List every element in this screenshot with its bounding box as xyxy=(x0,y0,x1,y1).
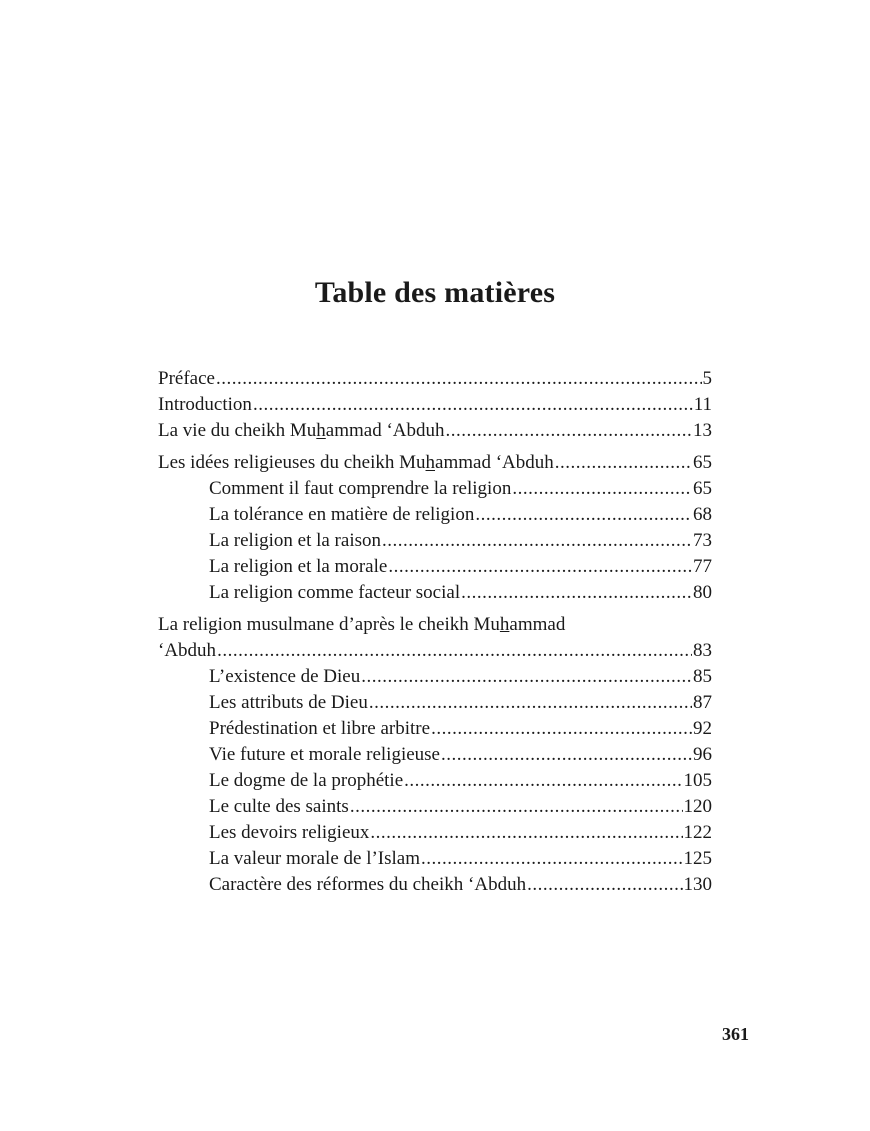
toc-entry-comprendre-religion[interactable] xyxy=(158,476,712,502)
toc-entry-idees-religieuses[interactable] xyxy=(158,450,712,476)
toc-entry-page: 11 xyxy=(693,394,712,415)
dot-leader xyxy=(421,846,682,872)
toc-entry-label: ‘Abduh xyxy=(158,640,217,661)
toc-entry-vie-du-cheikh[interactable] xyxy=(158,418,712,444)
toc-entry-label: Introduction xyxy=(158,394,252,415)
toc-entry-page: 83 xyxy=(693,640,712,661)
table-of-contents xyxy=(158,366,712,898)
toc-entry-page: 105 xyxy=(683,770,712,791)
toc-entry-religion-raison[interactable] xyxy=(158,528,712,554)
toc-entry-page: 80 xyxy=(693,582,712,603)
toc-entry-culte-saints[interactable] xyxy=(158,794,712,820)
dot-leader xyxy=(216,366,702,392)
toc-entry-religion-musulmane[interactable] xyxy=(158,638,712,664)
dot-leader xyxy=(446,418,692,444)
dot-leader xyxy=(475,502,692,528)
toc-entry-preface[interactable] xyxy=(158,366,712,392)
toc-entry-page: 92 xyxy=(693,718,712,739)
dot-leader xyxy=(253,392,693,418)
toc-entry-introduction[interactable] xyxy=(158,392,712,418)
dot-leader xyxy=(361,664,692,690)
toc-entry-page: 5 xyxy=(702,368,712,389)
dot-leader xyxy=(350,794,683,820)
toc-entry-label: Les idées religieuses du cheikh Muhammad ‘Abduh xyxy=(158,452,554,473)
toc-entry-label: La tolérance en matière de religion xyxy=(209,504,475,525)
toc-entry-religion-musulmane-line1[interactable] xyxy=(158,612,712,638)
toc-entry-page: 13 xyxy=(693,420,712,441)
toc-entry-page: 77 xyxy=(693,556,712,577)
toc-entry-attributs-dieu[interactable] xyxy=(158,690,712,716)
toc-entry-predestination[interactable] xyxy=(158,716,712,742)
dot-leader xyxy=(555,450,692,476)
page-title: Table des matières xyxy=(314,276,556,309)
toc-entry-page: 120 xyxy=(683,796,712,817)
toc-entry-dogme-prophetie[interactable] xyxy=(158,768,712,794)
toc-entry-vie-future[interactable] xyxy=(158,742,712,768)
dot-leader xyxy=(404,768,682,794)
toc-entry-label: Caractère des réformes du cheikh ‘Abduh xyxy=(209,874,527,895)
toc-entry-page: 130 xyxy=(683,874,712,895)
toc-entry-label: La religion et la morale xyxy=(209,556,388,577)
dot-leader xyxy=(382,528,692,554)
toc-entry-label: La religion musulmane d’après le cheikh Muhammad xyxy=(158,614,566,635)
dot-leader xyxy=(370,820,682,846)
toc-entry-label: La religion et la raison xyxy=(209,530,381,551)
toc-entry-valeur-morale-islam[interactable] xyxy=(158,846,712,872)
dot-leader xyxy=(431,716,692,742)
toc-entry-label: La religion comme facteur social xyxy=(209,582,461,603)
toc-entry-devoirs-religieux[interactable] xyxy=(158,820,712,846)
toc-entry-label: L’existence de Dieu xyxy=(209,666,361,687)
toc-entry-label: Vie future et morale religieuse xyxy=(209,744,440,765)
toc-entry-label: Les devoirs religieux xyxy=(209,822,370,843)
toc-entry-page: 125 xyxy=(683,848,712,869)
toc-entry-tolerance[interactable] xyxy=(158,502,712,528)
toc-entry-page: 65 xyxy=(693,452,712,473)
toc-entry-label: Comment il faut comprendre la religion xyxy=(209,478,512,499)
toc-entry-page: 87 xyxy=(693,692,712,713)
toc-entry-label: Le culte des saints xyxy=(209,796,349,817)
dot-leader xyxy=(441,742,692,768)
dot-leader xyxy=(369,690,692,716)
toc-entry-page: 65 xyxy=(693,478,712,499)
toc-entry-page: 73 xyxy=(693,530,712,551)
toc-entry-label: Le dogme de la prophétie xyxy=(209,770,404,791)
dot-leader xyxy=(512,476,692,502)
toc-entry-religion-morale[interactable] xyxy=(158,554,712,580)
toc-entry-page: 85 xyxy=(693,666,712,687)
toc-entry-caractere-reformes[interactable] xyxy=(158,872,712,898)
toc-entry-label: Les attributs de Dieu xyxy=(209,692,368,713)
page-number: 361 xyxy=(722,1024,749,1044)
toc-entry-facteur-social[interactable] xyxy=(158,580,712,606)
toc-entry-label: Prédestination et libre arbitre xyxy=(209,718,431,739)
toc-entry-label: La vie du cheikh Muhammad ‘Abduh xyxy=(158,420,445,441)
toc-entry-page: 96 xyxy=(693,744,712,765)
toc-entry-page: 68 xyxy=(693,504,712,525)
toc-entry-label: La valeur morale de l’Islam xyxy=(209,848,421,869)
dot-leader xyxy=(217,638,692,664)
dot-leader xyxy=(388,554,692,580)
dot-leader xyxy=(461,580,692,606)
toc-entry-existence-dieu[interactable] xyxy=(158,664,712,690)
toc-entry-label: Préface xyxy=(158,368,215,389)
toc-entry-page: 122 xyxy=(683,822,712,843)
dot-leader xyxy=(527,872,682,898)
